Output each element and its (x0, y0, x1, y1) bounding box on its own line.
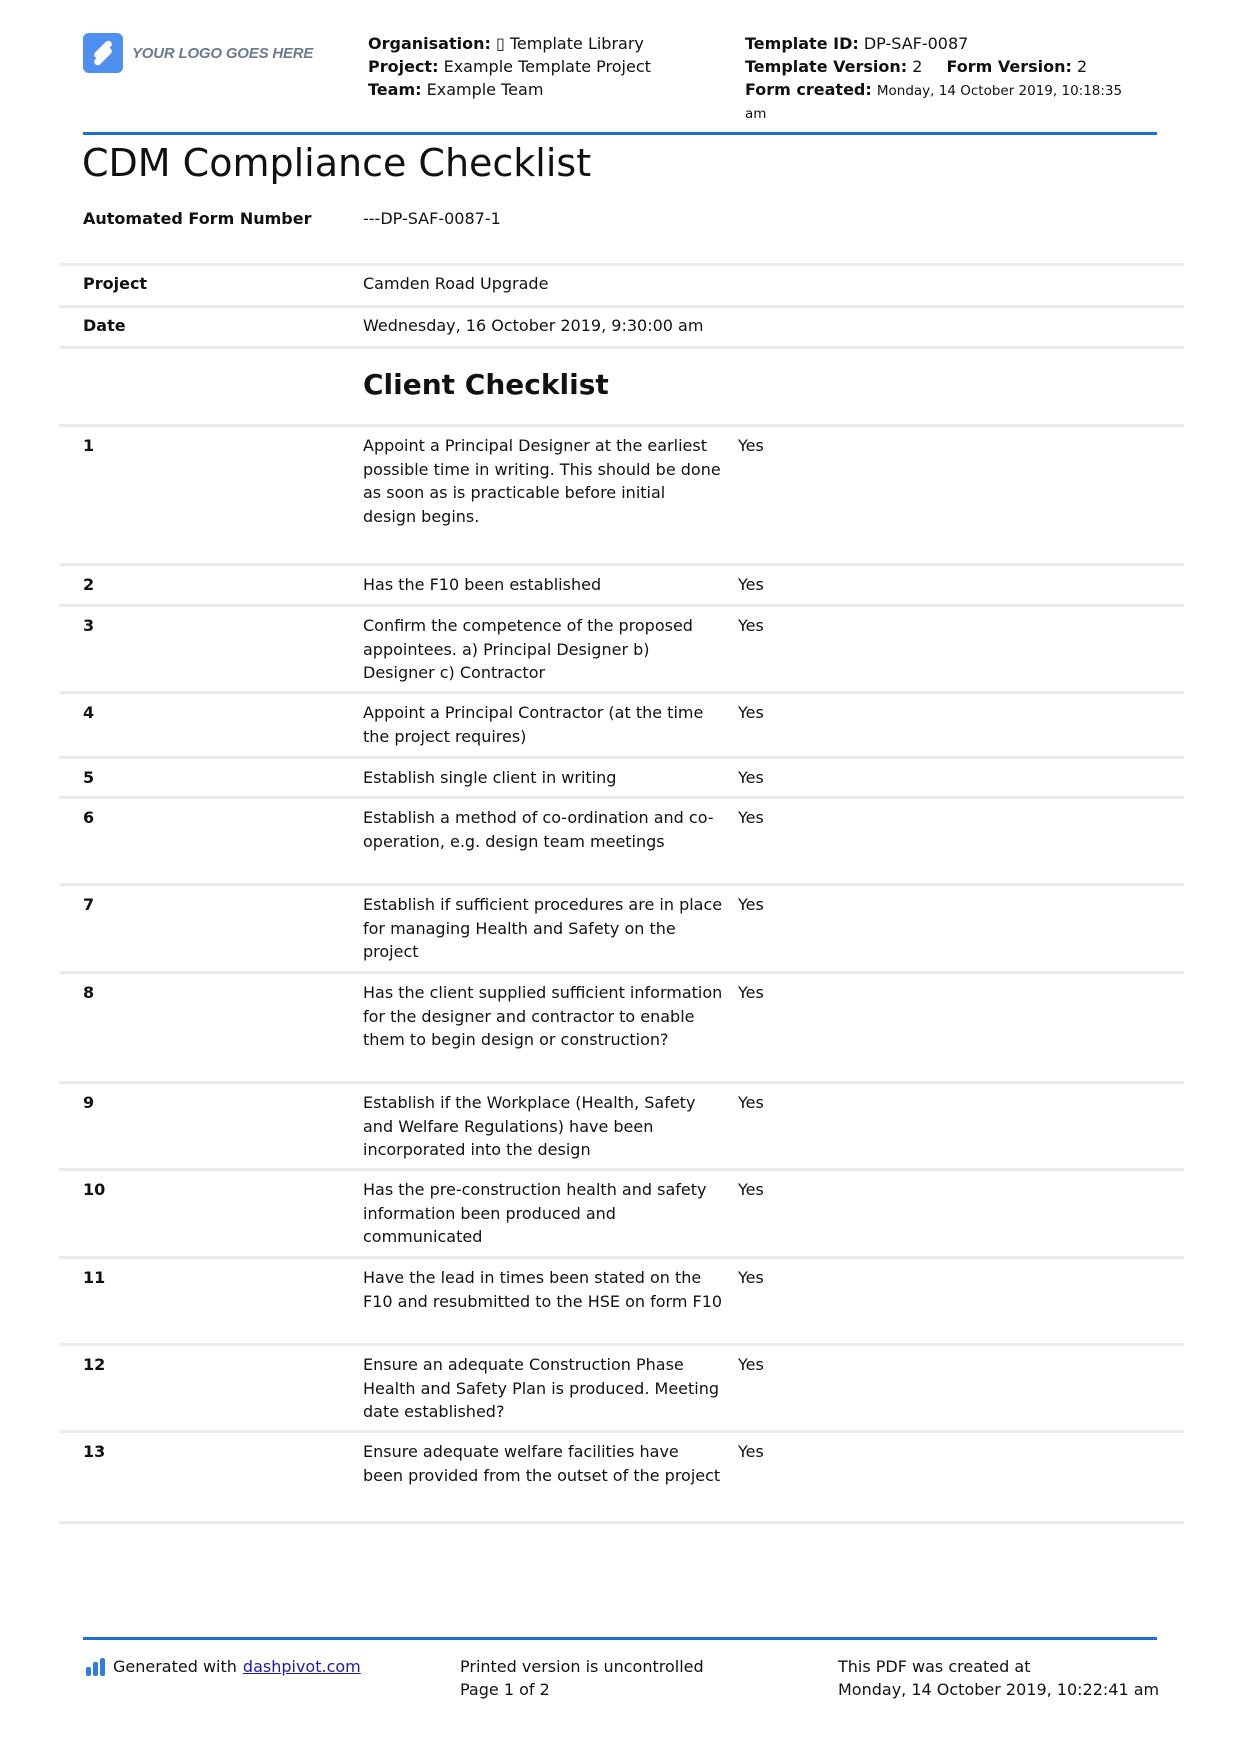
item-answer: Yes (738, 768, 764, 787)
version-line (745, 55, 1155, 78)
item-text: Appoint a Principal Contractor (at the time the project requires) (363, 703, 704, 746)
item-text: Establish if the Workplace (Health, Safety and Welfare Regulations) have been incorporated into the design (363, 1093, 696, 1159)
item-number: 3 (83, 616, 95, 635)
row-divider (59, 305, 1184, 308)
item-text: Establish if sufficient procedures are in place for managing Health and Safety on the project (363, 895, 723, 961)
field-value: Wednesday, 16 October 2019, 9:30:00 am (363, 316, 704, 335)
field-label: Project (83, 274, 148, 293)
field-value: Camden Road Upgrade (363, 274, 549, 293)
item-answer: Yes (738, 436, 764, 455)
team-value: Example Team (426, 80, 544, 99)
row-divider (59, 1430, 1184, 1433)
item-answer: Yes (738, 1268, 764, 1287)
item-number: 1 (83, 436, 95, 455)
item-number: 9 (83, 1093, 95, 1112)
template-version-value: 2 (912, 57, 923, 76)
form-created-value-cont: am (745, 106, 767, 122)
header-template-info (745, 32, 1155, 126)
template-id-value: DP-SAF-0087 (863, 34, 969, 53)
header-divider (83, 132, 1157, 135)
footer-page-info (460, 1655, 704, 1701)
item-answer: Yes (738, 808, 764, 827)
form-created-label: Form created: (745, 80, 872, 99)
form-version-value: 2 (1076, 57, 1088, 76)
row-divider (59, 424, 1184, 427)
item-text: Has the client supplied sufficient information for the designer and contractor to enable them to begin design or construction? (363, 983, 723, 1049)
logo-text: YOUR LOGO GOES HERE (132, 44, 314, 62)
team-line (368, 78, 651, 101)
item-text: Appoint a Principal Designer at the earliest possible time in writing. This should be done as soon as is practicable before initial design begins. (363, 436, 721, 526)
company-logo (83, 33, 313, 73)
item-number: 12 (83, 1355, 106, 1374)
organisation-label: Organisation: (368, 34, 491, 53)
item-answer: Yes (738, 983, 764, 1002)
row-divider (59, 263, 1184, 266)
pdf-created-value: Monday, 14 October 2019, 10:22:41 am (838, 1680, 1160, 1699)
row-divider (59, 883, 1184, 886)
item-number: 4 (83, 703, 95, 722)
dashpivot-link[interactable]: dashpivot.com (242, 1657, 361, 1676)
pdf-created-label: This PDF was created at (838, 1657, 1031, 1676)
uncontrolled-note: Printed version is uncontrolled (460, 1657, 704, 1676)
organisation-line (368, 32, 651, 55)
item-number: 11 (83, 1268, 106, 1287)
header-org-info (368, 32, 651, 101)
logo-icon (83, 33, 123, 73)
item-number: 8 (83, 983, 95, 1002)
item-number: 2 (83, 575, 95, 594)
item-text: Establish a method of co-ordination and co-operation, e.g. design team meetings (363, 808, 714, 851)
item-answer: Yes (738, 895, 764, 914)
item-answer: Yes (738, 1355, 764, 1374)
footer-divider (83, 1637, 1157, 1640)
row-divider (59, 1168, 1184, 1171)
item-number: 13 (83, 1442, 106, 1461)
item-answer: Yes (738, 575, 764, 594)
item-answer: Yes (738, 1442, 764, 1461)
field-label: Date (83, 316, 126, 335)
field-label: Automated Form Number (83, 209, 312, 228)
project-value: Example Template Project (443, 57, 651, 76)
row-divider (59, 1343, 1184, 1346)
form-created-value: Monday, 14 October 2019, 10:18:35 (876, 83, 1123, 99)
item-text: Has the pre-construction health and safety information been produced and communicated (363, 1180, 707, 1246)
row-divider (59, 796, 1184, 799)
item-number: 7 (83, 895, 95, 914)
item-text: Ensure an adequate Construction Phase Health and Safety Plan is produced. Meeting date established? (363, 1355, 720, 1421)
footer-pdf-created (838, 1655, 1168, 1701)
page-title: CDM Compliance Checklist (82, 141, 592, 185)
dashpivot-icon (86, 1658, 105, 1676)
item-text: Ensure adequate welfare facilities have been provided from the outset of the project (363, 1442, 721, 1485)
row-divider (59, 971, 1184, 974)
footer-generated (86, 1655, 361, 1678)
row-divider (59, 1081, 1184, 1084)
row-divider (59, 1256, 1184, 1259)
row-divider (59, 756, 1184, 759)
item-number: 6 (83, 808, 95, 827)
item-text: Has the F10 been established (363, 575, 602, 594)
item-answer: Yes (738, 1180, 764, 1199)
item-text: Confirm the competence of the proposed appointees. a) Principal Designer b) Designer c) Contractor (363, 616, 693, 682)
item-answer: Yes (738, 1093, 764, 1112)
section-title: Client Checklist (363, 368, 609, 401)
page-number: Page 1 of 2 (460, 1680, 550, 1699)
template-id-label: Template ID: (745, 34, 859, 53)
row-divider (59, 563, 1184, 566)
item-answer: Yes (738, 703, 764, 722)
row-divider (59, 691, 1184, 694)
generated-text: Generated with (113, 1657, 237, 1676)
item-number: 5 (83, 768, 95, 787)
template-id-line (745, 32, 1155, 55)
item-text: Establish single client in writing (363, 768, 617, 787)
item-number: 10 (83, 1180, 106, 1199)
form-created-line (745, 78, 1155, 103)
project-line (368, 55, 651, 78)
template-version-label: Template Version: (745, 57, 908, 76)
row-divider (59, 1521, 1184, 1524)
team-label: Team: (368, 80, 422, 99)
project-label: Project: (368, 57, 439, 76)
item-text: Have the lead in times been stated on the F10 and resubmitted to the HSE on form F10 (363, 1268, 723, 1311)
row-divider (59, 346, 1184, 349)
form-version-label: Form Version: (946, 57, 1072, 76)
row-divider (59, 604, 1184, 607)
field-value: ---DP-SAF-0087-1 (363, 209, 501, 228)
item-answer: Yes (738, 616, 764, 635)
organisation-value: ▯ Template Library (495, 34, 644, 53)
